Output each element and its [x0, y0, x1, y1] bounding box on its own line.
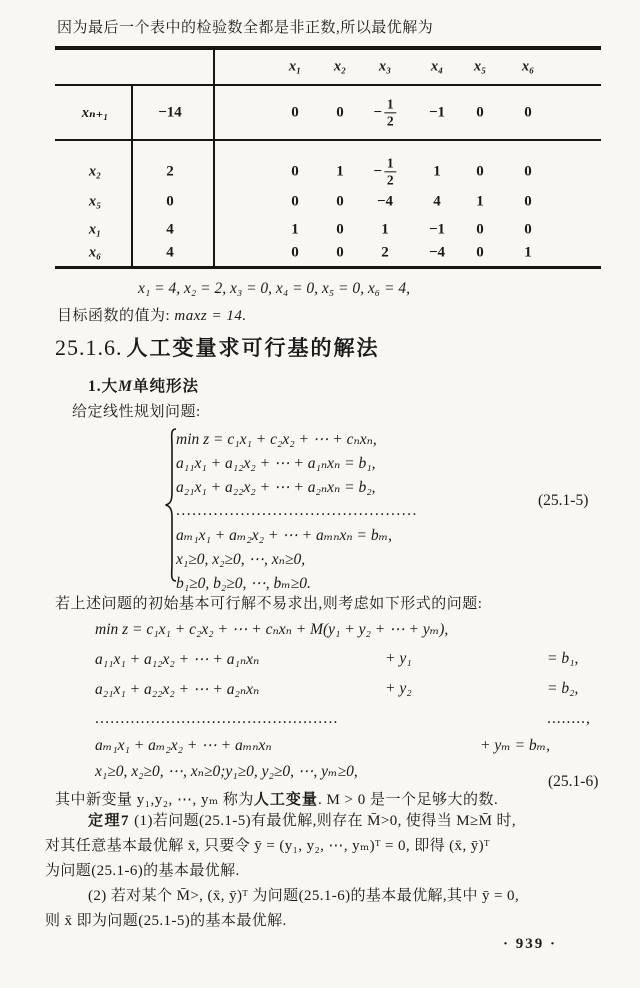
fraction-denominator: 2: [386, 172, 394, 188]
solution-line: x₁ = 4, x₂ = 2, x₃ = 0, x₄ = 0, x₅ = 0, x₆ = 4,: [138, 280, 410, 297]
table-cell: −1: [428, 221, 446, 238]
table-cell: 0: [524, 193, 532, 210]
table-row-label: x₁: [88, 221, 102, 238]
table-header-cell: x₄: [430, 58, 444, 75]
objective-math: maxz = 14.: [174, 308, 247, 324]
table-header-cell: x₅: [473, 58, 487, 75]
table-cell: 0: [524, 221, 532, 238]
fraction-sign: −: [373, 163, 382, 180]
table-value-cell: 4: [166, 221, 174, 238]
equation-dots: [95, 710, 640, 736]
table-top-border: [55, 46, 601, 50]
subsection-math: M: [118, 378, 133, 395]
table-header-cell: x₆: [521, 58, 535, 75]
table-cell: 0: [336, 221, 344, 238]
theorem-paragraph: [45, 809, 620, 934]
equation-line: [95, 736, 640, 762]
table-header-cell: x₂: [333, 58, 347, 75]
table-header-rule: [55, 84, 601, 86]
system-25-1-6: [95, 620, 640, 792]
table-row-label: x₅: [88, 193, 102, 210]
fraction-numerator: 1: [384, 97, 397, 113]
table-cell: 0: [476, 244, 484, 261]
objective-value-line: [57, 304, 247, 325]
equation-dots: .............................................: [176, 502, 418, 519]
table-cell: [373, 156, 396, 187]
table-cell: 0: [291, 104, 299, 121]
subsection-post: 单纯形法: [132, 378, 199, 395]
equation-line: min z = c₁x₁ + c₂x₂ + ⋯ + cₙxₙ,: [176, 431, 377, 448]
table-cell: 0: [291, 244, 299, 261]
theorem-line: (2) 若对某个 M̄>, (x̄, ȳ)ᵀ 为问题(25.1-6)的基本最优解,其中 ȳ = 0,: [88, 888, 520, 904]
table-cell: −1: [428, 104, 446, 121]
table-cell: 1: [336, 163, 344, 180]
equation-line: b₁≥0, b₂≥0, ⋯, bₘ≥0.: [176, 575, 311, 592]
table-value-cell: 2: [166, 163, 174, 180]
artificial-variable-note: [55, 788, 498, 809]
equation-line: a₂₁x₁ + a₂₂x₂ + ⋯ + a₂ₙxₙ = b₂,: [176, 479, 376, 496]
table-value-cell: 0: [166, 193, 174, 210]
equation-label-25-1-6: (25.1-6): [548, 773, 599, 790]
system-25-1-5: [176, 430, 476, 598]
theorem-line: [45, 809, 620, 834]
theorem-title: 定理7: [88, 813, 131, 829]
equation-left: x₁≥0, x₂≥0, ⋯, xₙ≥0;y₁≥0, y₂≥0, ⋯, yₘ≥0,: [95, 763, 358, 780]
note-bold-term: 人工变量: [253, 792, 318, 808]
simplex-table: [55, 46, 601, 269]
table-cell: 0: [524, 104, 532, 121]
intro-text: 因为最后一个表中的检验数全都是非正数,所以最优解为: [57, 20, 434, 36]
table-cell: 0: [291, 163, 299, 180]
table-cell: 1: [524, 244, 532, 261]
table-cell: 4: [433, 193, 441, 210]
equation-mid: + y₁: [385, 650, 412, 667]
subsection-pre: 1.大: [88, 378, 119, 395]
equation-left: ................................................: [95, 710, 339, 727]
table-cell: 1: [291, 221, 299, 238]
theorem-line: 则 x̄ 即为问题(25.1-5)的基本最优解.: [45, 913, 287, 929]
table-bottom-border: [55, 266, 601, 270]
equation-line: x₁≥0, x₂≥0, ⋯, xₙ≥0,: [176, 551, 306, 568]
fraction-denominator: 2: [386, 113, 394, 129]
equation-right: + yₘ = bₘ,: [480, 737, 551, 754]
equation-line: aₘ₁x₁ + aₘ₂x₂ + ⋯ + aₘₙxₙ = bₘ,: [176, 527, 392, 544]
equation-line: a₁₁x₁ + a₁₂x₂ + ⋯ + a₁ₙxₙ = b₁,: [176, 455, 376, 472]
equation-left: a₁₁x₁ + a₁₂x₂ + ⋯ + a₁ₙxₙ: [95, 651, 260, 668]
table-cell: 0: [291, 193, 299, 210]
given-line: 给定线性规划问题:: [72, 404, 201, 420]
section-heading: [55, 332, 380, 362]
theorem-line: 为问题(25.1-6)的基本最优解.: [45, 863, 240, 879]
table-mid-rule: [55, 139, 601, 141]
table-cell: 0: [524, 163, 532, 180]
table-cell: 0: [336, 193, 344, 210]
table-vertical-rule-1: [131, 84, 133, 269]
table-cell: 2: [381, 244, 389, 261]
consider-line: 若上述问题的初始基本可行解不易求出,则考虑如下形式的问题:: [55, 596, 483, 612]
table-cell: 0: [476, 163, 484, 180]
fraction-stack: [384, 97, 397, 128]
equation-line: [95, 650, 640, 680]
section-number: 25.1.6.: [55, 335, 123, 360]
equation-line: [95, 680, 640, 710]
fraction-sign: −: [373, 104, 382, 121]
section-title: 人工变量求可行基的解法: [126, 336, 380, 360]
equation-left: min z = c₁x₁ + c₂x₂ + ⋯ + cₙxₙ + M(y₁ + y₂ + ⋯ + yₘ),: [95, 621, 449, 638]
table-cell: 1: [381, 221, 389, 238]
table-cell: 1: [433, 163, 441, 180]
equation-left: a₂₁x₁ + a₂₂x₂ + ⋯ + a₂ₙxₙ: [95, 681, 260, 698]
table-cell: 0: [476, 221, 484, 238]
table-cell: 1: [476, 193, 484, 210]
table-row-label: x₆: [88, 244, 102, 261]
equation-left: aₘ₁x₁ + aₘ₂x₂ + ⋯ + aₘₙxₙ: [95, 737, 272, 754]
table-cell: [373, 97, 396, 128]
table-value-cell: −14: [158, 104, 182, 121]
theorem-text: (1)若问题(25.1-5)有最优解,则存在 M̄>0, 使得当 M≥M̄ 时,: [130, 813, 517, 829]
table-cell: −4: [376, 193, 394, 210]
equation-mid: + y₂: [385, 680, 412, 697]
note-pre: 其中新变量 y₁,y₂, ⋯, yₘ 称为: [55, 792, 254, 808]
equation-right: = b₁,: [547, 650, 579, 667]
table-row-label: x₂: [88, 163, 102, 180]
subsection-heading: [88, 374, 199, 396]
table-row-label: xₙ₊₁: [81, 105, 109, 121]
fraction-stack: [384, 156, 397, 187]
table-cell: 0: [336, 104, 344, 121]
table-vertical-rule-2: [213, 46, 215, 269]
fraction-numerator: 1: [384, 156, 397, 172]
table-cell: 0: [476, 104, 484, 121]
table-cell: −4: [428, 244, 446, 261]
table-cell: 0: [336, 244, 344, 261]
equation-label-25-1-5: (25.1-5): [538, 492, 589, 509]
page-number: · 939 ·: [503, 936, 558, 952]
table-value-cell: 4: [166, 244, 174, 261]
equation-right: = b₂,: [547, 680, 579, 697]
equation-right: ........,: [547, 710, 591, 727]
equation-line: [95, 620, 640, 650]
table-header-cell: x₃: [378, 58, 392, 75]
theorem-line: 对其任意基本最优解 x̄, 只要令 ȳ = (y₁, y₂, ⋯, yₘ)ᵀ = 0, 即得 (x̄, ȳ)ᵀ: [45, 838, 490, 854]
note-post: . M > 0 是一个足够大的数.: [317, 792, 499, 808]
objective-prefix: 目标函数的值为:: [57, 308, 175, 324]
table-header-cell: x₁: [288, 58, 302, 75]
